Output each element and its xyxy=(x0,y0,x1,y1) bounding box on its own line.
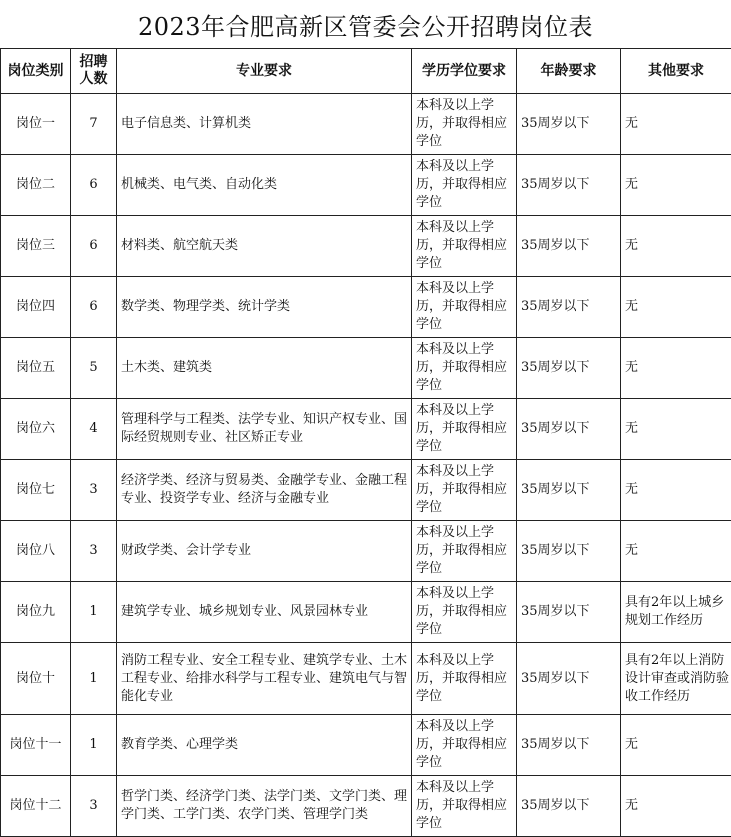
cell-other: 具有2年以上城乡规划工作经历 xyxy=(621,582,731,643)
cell-age: 35周岁以下 xyxy=(517,643,621,715)
table-row xyxy=(1,715,731,776)
cell-education: 本科及以上学历，并取得相应学位 xyxy=(412,216,517,277)
cell-type: 岗位九 xyxy=(1,582,71,643)
cell-major: 材料类、航空航天类 xyxy=(117,216,412,277)
table-row xyxy=(1,277,731,338)
cell-type: 岗位三 xyxy=(1,216,71,277)
cell-type: 岗位五 xyxy=(1,338,71,399)
cell-type: 岗位十 xyxy=(1,643,71,715)
cell-count: 1 xyxy=(71,582,117,643)
cell-education: 本科及以上学历，并取得相应学位 xyxy=(412,94,517,155)
cell-major: 数学类、物理学类、统计学类 xyxy=(117,277,412,338)
cell-count: 3 xyxy=(71,521,117,582)
header-other: 其他要求 xyxy=(621,49,731,94)
cell-education: 本科及以上学历，并取得相应学位 xyxy=(412,338,517,399)
header-education: 学历学位要求 xyxy=(412,49,517,94)
table-row xyxy=(1,776,731,837)
header-major: 专业要求 xyxy=(117,49,412,94)
cell-type: 岗位八 xyxy=(1,521,71,582)
cell-age: 35周岁以下 xyxy=(517,94,621,155)
cell-major: 电子信息类、计算机类 xyxy=(117,94,412,155)
cell-count: 6 xyxy=(71,277,117,338)
cell-age: 35周岁以下 xyxy=(517,399,621,460)
cell-other: 无 xyxy=(621,216,731,277)
cell-major: 哲学门类、经济学门类、法学门类、文学门类、理学门类、工学门类、农学门类、管理学门类 xyxy=(117,776,412,837)
cell-count: 4 xyxy=(71,399,117,460)
cell-major: 建筑学专业、城乡规划专业、风景园林专业 xyxy=(117,582,412,643)
cell-count: 5 xyxy=(71,338,117,399)
table-row xyxy=(1,521,731,582)
cell-other: 无 xyxy=(621,776,731,837)
cell-education: 本科及以上学历，并取得相应学位 xyxy=(412,277,517,338)
cell-type: 岗位十二 xyxy=(1,776,71,837)
cell-major: 消防工程专业、安全工程专业、建筑学专业、土木工程专业、给排水科学与工程专业、建筑电气与智能化专业 xyxy=(117,643,412,715)
cell-education: 本科及以上学历，并取得相应学位 xyxy=(412,582,517,643)
cell-major: 土木类、建筑类 xyxy=(117,338,412,399)
cell-count: 6 xyxy=(71,216,117,277)
cell-education: 本科及以上学历，并取得相应学位 xyxy=(412,643,517,715)
cell-other: 无 xyxy=(621,338,731,399)
cell-count: 1 xyxy=(71,715,117,776)
cell-education: 本科及以上学历，并取得相应学位 xyxy=(412,776,517,837)
cell-age: 35周岁以下 xyxy=(517,338,621,399)
cell-major: 管理科学与工程类、法学专业、知识产权专业、国际经贸规则专业、社区矫正专业 xyxy=(117,399,412,460)
cell-count: 3 xyxy=(71,460,117,521)
cell-other: 具有2年以上消防设计审查或消防验收工作经历 xyxy=(621,643,731,715)
cell-other: 无 xyxy=(621,277,731,338)
cell-other: 无 xyxy=(621,94,731,155)
cell-other: 无 xyxy=(621,460,731,521)
cell-age: 35周岁以下 xyxy=(517,216,621,277)
cell-education: 本科及以上学历，并取得相应学位 xyxy=(412,715,517,776)
cell-count: 7 xyxy=(71,94,117,155)
cell-age: 35周岁以下 xyxy=(517,521,621,582)
cell-type: 岗位七 xyxy=(1,460,71,521)
cell-age: 35周岁以下 xyxy=(517,776,621,837)
header-count: 招聘人数 xyxy=(71,49,117,94)
cell-age: 35周岁以下 xyxy=(517,460,621,521)
cell-type: 岗位一 xyxy=(1,94,71,155)
cell-type: 岗位六 xyxy=(1,399,71,460)
cell-major: 教育学类、心理学类 xyxy=(117,715,412,776)
cell-other: 无 xyxy=(621,521,731,582)
cell-type: 岗位四 xyxy=(1,277,71,338)
cell-age: 35周岁以下 xyxy=(517,155,621,216)
cell-type: 岗位十一 xyxy=(1,715,71,776)
cell-other: 无 xyxy=(621,715,731,776)
header-type: 岗位类别 xyxy=(1,49,71,94)
cell-education: 本科及以上学历，并取得相应学位 xyxy=(412,399,517,460)
cell-count: 3 xyxy=(71,776,117,837)
document-title: 2023年合肥高新区管委会公开招聘岗位表 xyxy=(0,0,731,48)
cell-other: 无 xyxy=(621,155,731,216)
table-header-row xyxy=(1,49,731,94)
table-row xyxy=(1,643,731,715)
table-row xyxy=(1,338,731,399)
header-age: 年龄要求 xyxy=(517,49,621,94)
cell-major: 经济学类、经济与贸易类、金融学专业、金融工程专业、投资学专业、经济与金融专业 xyxy=(117,460,412,521)
cell-education: 本科及以上学历，并取得相应学位 xyxy=(412,155,517,216)
cell-type: 岗位二 xyxy=(1,155,71,216)
cell-major: 财政学类、会计学专业 xyxy=(117,521,412,582)
cell-age: 35周岁以下 xyxy=(517,277,621,338)
cell-count: 1 xyxy=(71,643,117,715)
cell-major: 机械类、电气类、自动化类 xyxy=(117,155,412,216)
cell-education: 本科及以上学历，并取得相应学位 xyxy=(412,521,517,582)
table-row xyxy=(1,399,731,460)
cell-age: 35周岁以下 xyxy=(517,582,621,643)
cell-age: 35周岁以下 xyxy=(517,715,621,776)
cell-count: 6 xyxy=(71,155,117,216)
cell-other: 无 xyxy=(621,399,731,460)
table-row xyxy=(1,460,731,521)
cell-education: 本科及以上学历，并取得相应学位 xyxy=(412,460,517,521)
table-row xyxy=(1,155,731,216)
table-row xyxy=(1,582,731,643)
table-row xyxy=(1,94,731,155)
table-row xyxy=(1,216,731,277)
recruitment-table xyxy=(0,48,731,837)
